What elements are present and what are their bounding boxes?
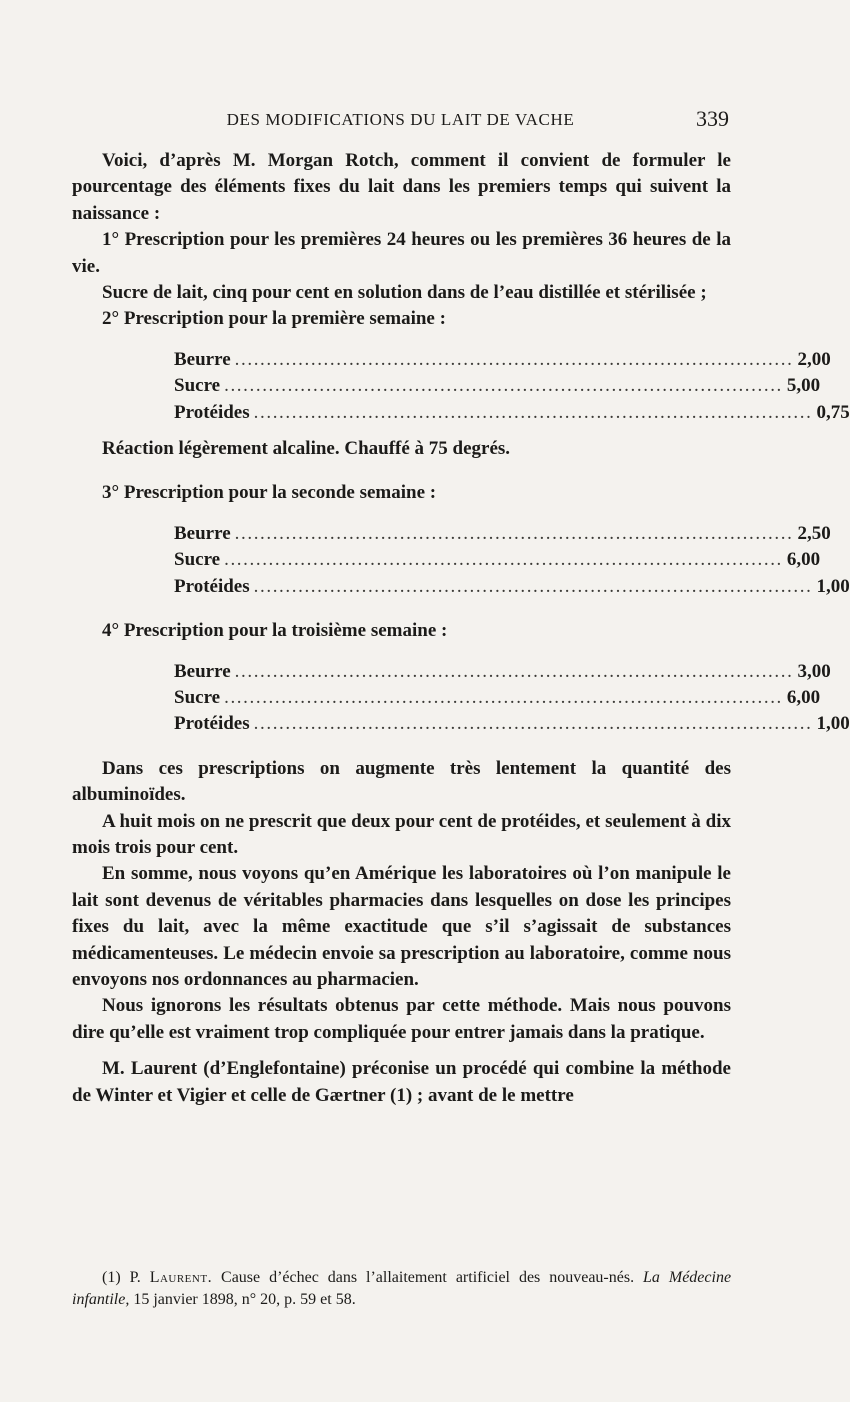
last-paragraph: M. Laurent (d’Englefontaine) préconise un procédé qui combine la méthode de Winter et Vigier et celle de Gærtner (1) ; avant de le mettre — [72, 1058, 731, 1106]
footnote-details: 15 janvier 1898, n° 20, p. 59 et 58. — [133, 1291, 356, 1308]
running-title: DES MODIFICATIONS DU LAIT DE VACHE — [226, 110, 575, 129]
prescription-2-heading: 2° Prescription pour la première semaine : — [102, 308, 446, 330]
leader-dots: ........................................................................................ — [224, 549, 783, 571]
prescription-2-after: Réaction légèrement alcaline. Chauffé à 75 degrés. — [102, 438, 511, 460]
table-row — [174, 400, 850, 426]
ingredient-name: Protéides — [174, 575, 250, 597]
prescription-1-note: Sucre de lait, cinq pour cent en solution dans de l’eau distillée et stérilisée ; — [102, 282, 707, 304]
ingredient-name: Beurre — [174, 348, 231, 370]
prescription-3-table — [174, 521, 850, 600]
leader-dots: ........................................................................................ — [224, 686, 783, 708]
table-row — [174, 685, 821, 711]
body-paragraph: Dans ces prescriptions on augmente très lentement la quantité des albuminoïdes. — [72, 757, 731, 806]
table-row — [174, 659, 831, 685]
body-paragraph: En somme, nous voyons qu’en Amérique les laboratoires où l’on manipule le lait sont devenus de véritables pharmacies dans lesquelles on dose les principes fixes du lait, avec la même exactitude que s’il s’agissait de substances médicamenteuses. Le médecin envoie sa prescription au laboratoire, comme nous envoyons nos ordonnances au pharmacien. — [72, 863, 731, 990]
leader-dots: ........................................................................................ — [234, 522, 794, 544]
spacer — [72, 600, 731, 618]
leader-dots: ........................................................................................ — [234, 660, 794, 682]
page-body — [72, 148, 850, 1109]
footnote — [72, 1267, 731, 1311]
leader-dots: ........................................................................................ — [253, 401, 813, 423]
ingredient-value: 1,00 — [816, 575, 850, 597]
leader-dots: ........................................................................................ — [253, 575, 813, 597]
footnote-marker: (1) P. — [102, 1269, 141, 1286]
leader-dots: ........................................................................................ — [253, 713, 813, 735]
ingredient-name: Sucre — [174, 375, 221, 397]
footnote-journal: La Médecine infantile, — [72, 1269, 732, 1308]
table-row — [174, 547, 821, 573]
ingredient-value: 0,75 — [816, 401, 850, 423]
ingredient-value: 5,00 — [786, 375, 821, 397]
ingredient-name: Protéides — [174, 713, 250, 735]
ingredient-name: Beurre — [174, 660, 231, 682]
table-row — [174, 347, 831, 373]
table-row — [174, 711, 850, 737]
footnote-text: Cause d’échec dans l’allaitement artificiel des nouveau-nés. — [221, 1269, 635, 1286]
running-head — [72, 106, 729, 136]
ingredient-value: 6,00 — [786, 549, 821, 571]
prescription-2-table — [174, 347, 850, 426]
ingredient-value: 3,00 — [797, 660, 831, 682]
ingredient-name: Sucre — [174, 686, 221, 708]
prescription-1-heading: 1° Prescription pour les premières 24 heures ou les premières 36 heures de la vie. — [72, 229, 731, 277]
body-paragraph: A huit mois on ne prescrit que deux pour cent de protéides, et seulement à dix mois trois pour cent. — [72, 810, 731, 858]
leader-dots: ........................................................................................ — [234, 348, 794, 370]
prescription-3-heading: 3° Prescription pour la seconde semaine : — [102, 482, 437, 504]
spacer — [72, 1046, 731, 1056]
intro-paragraph: Voici, d’après M. Morgan Rotch, comment il convient de formuler le pourcentage des éléments fixes du lait dans les premiers temps qui suivent la naissance : — [72, 150, 731, 224]
ingredient-name: Beurre — [174, 522, 231, 544]
page-number: 339 — [696, 106, 729, 131]
footnote-author: Laurent. — [149, 1269, 213, 1286]
prescription-4-table — [174, 659, 850, 738]
table-row — [174, 373, 821, 399]
leader-dots: ........................................................................................ — [224, 375, 783, 397]
ingredient-value: 2,00 — [797, 348, 831, 370]
table-row — [174, 521, 831, 547]
ingredient-name: Sucre — [174, 549, 221, 571]
ingredient-value: 1,00 — [816, 713, 850, 735]
ingredient-value: 6,00 — [786, 686, 821, 708]
spacer — [72, 738, 731, 756]
ingredient-value: 2,50 — [797, 522, 831, 544]
prescription-4-heading: 4° Prescription pour la troisième semaine : — [102, 620, 448, 642]
body-paragraph: Nous ignorons les résultats obtenus par cette méthode. Mais nous pouvons dire qu’elle est vraiment trop compliquée pour entrer jamais dans la pratique. — [72, 995, 731, 1043]
ingredient-name: Protéides — [174, 401, 250, 423]
spacer — [72, 462, 731, 480]
table-row — [174, 574, 850, 600]
